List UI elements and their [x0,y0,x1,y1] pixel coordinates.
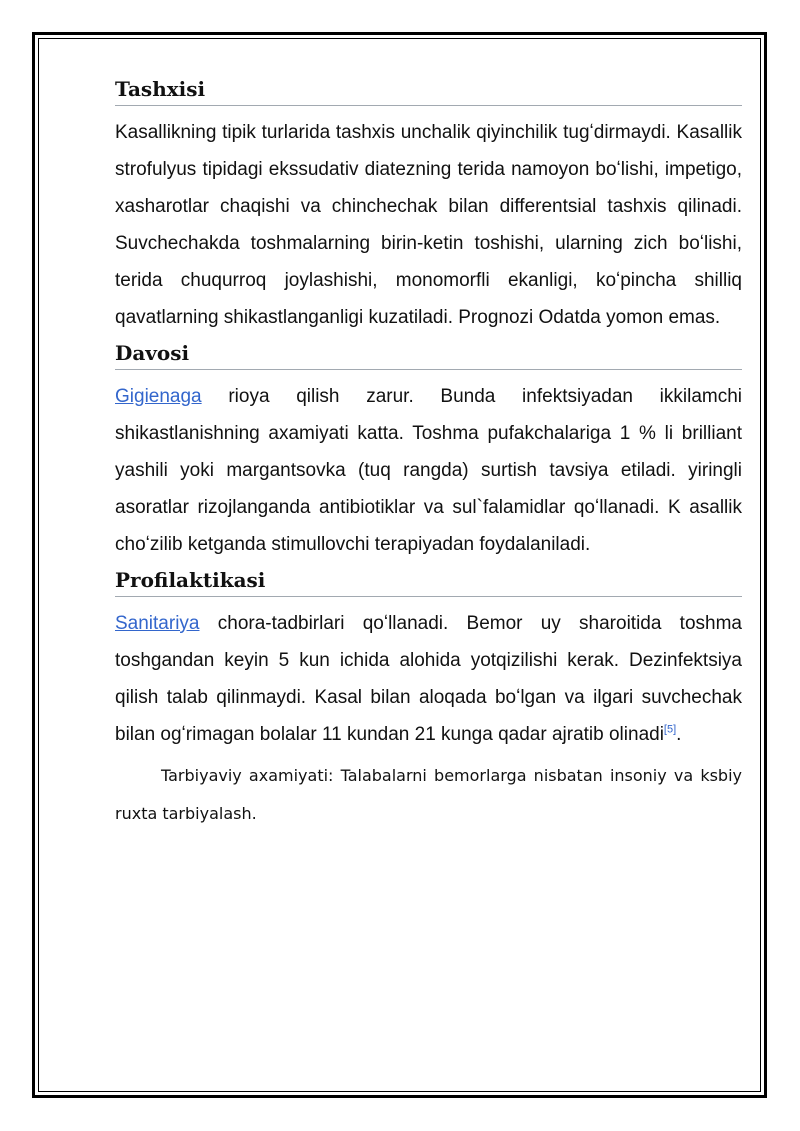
profilaktikasi-tail: . [676,724,682,745]
section-heading-davosi: Davosi [115,340,742,370]
section-heading-profilaktikasi: Profilaktikasi [115,567,742,597]
section-text-tashxisi: Kasallikning tipik turlarida tashxis unchalik qiyinchilik tugʻdirmaydi. Kasallik strofulyus tipidagi ekssudativ diatezning terida namoyon boʻlishi, impetigo, xasharotlar chaqishi va chinchechak bilan differentsial tashxis qilinadi. Suvchechakda toshmalarning birin-ketin toshishi, ularning zich boʻlishi, terida chuqurroq joylashishi, monomorfli ekanligi, koʻpincha shilliq qavatlarning shikastlanganligi kuzatiladi. Prognozi Odatda yomon emas. [115,122,742,328]
document-body [115,76,742,833]
reference-link[interactable]: [5] [663,723,677,736]
profilaktikasi-body-text: chora-tadbirlari qoʻllanadi. Bemor uy sharoitida toshma toshgandan keyin 5 kun ichida alohida yotqizilishi kerak. Dezinfektsiya qilish talab qilinmaydi. Kasal bilan aloqada boʻlgan va ilgari suvchechak bilan ogʻrimagan bolalar 11 kundan 21 kunga qadar ajratib olinadi [115,613,742,745]
davosi-body-text: rioya qilish zarur. Bunda infektsiyadan ikkilamchi shikastlanishning axamiyati katta. Toshma pufakchalariga 1 % li brilliant yashili yoki margantsovka (tuq rangda) surtish tavsiya etiladi. yiringli asoratlar rizojlanganda antibiotiklar va sul`falamidlar qoʻllanadi. K asallik choʻzilib ketganda stimullovchi terapiyadan foydalaniladi. [115,386,742,555]
link-gigienaga[interactable]: Gigienaga [115,386,202,407]
link-sanitariya[interactable]: Sanitariya [115,613,200,634]
section-heading-tashxisi: Tashxisi [115,76,742,106]
section-text-profilaktikasi [115,605,742,753]
section-text-davosi [115,378,742,563]
closing-paragraph: Tarbiyaviy axamiyati: Talabalarni bemorlarga nisbatan insoniy va ksbiy ruxta tarbiyalash. [115,766,742,823]
